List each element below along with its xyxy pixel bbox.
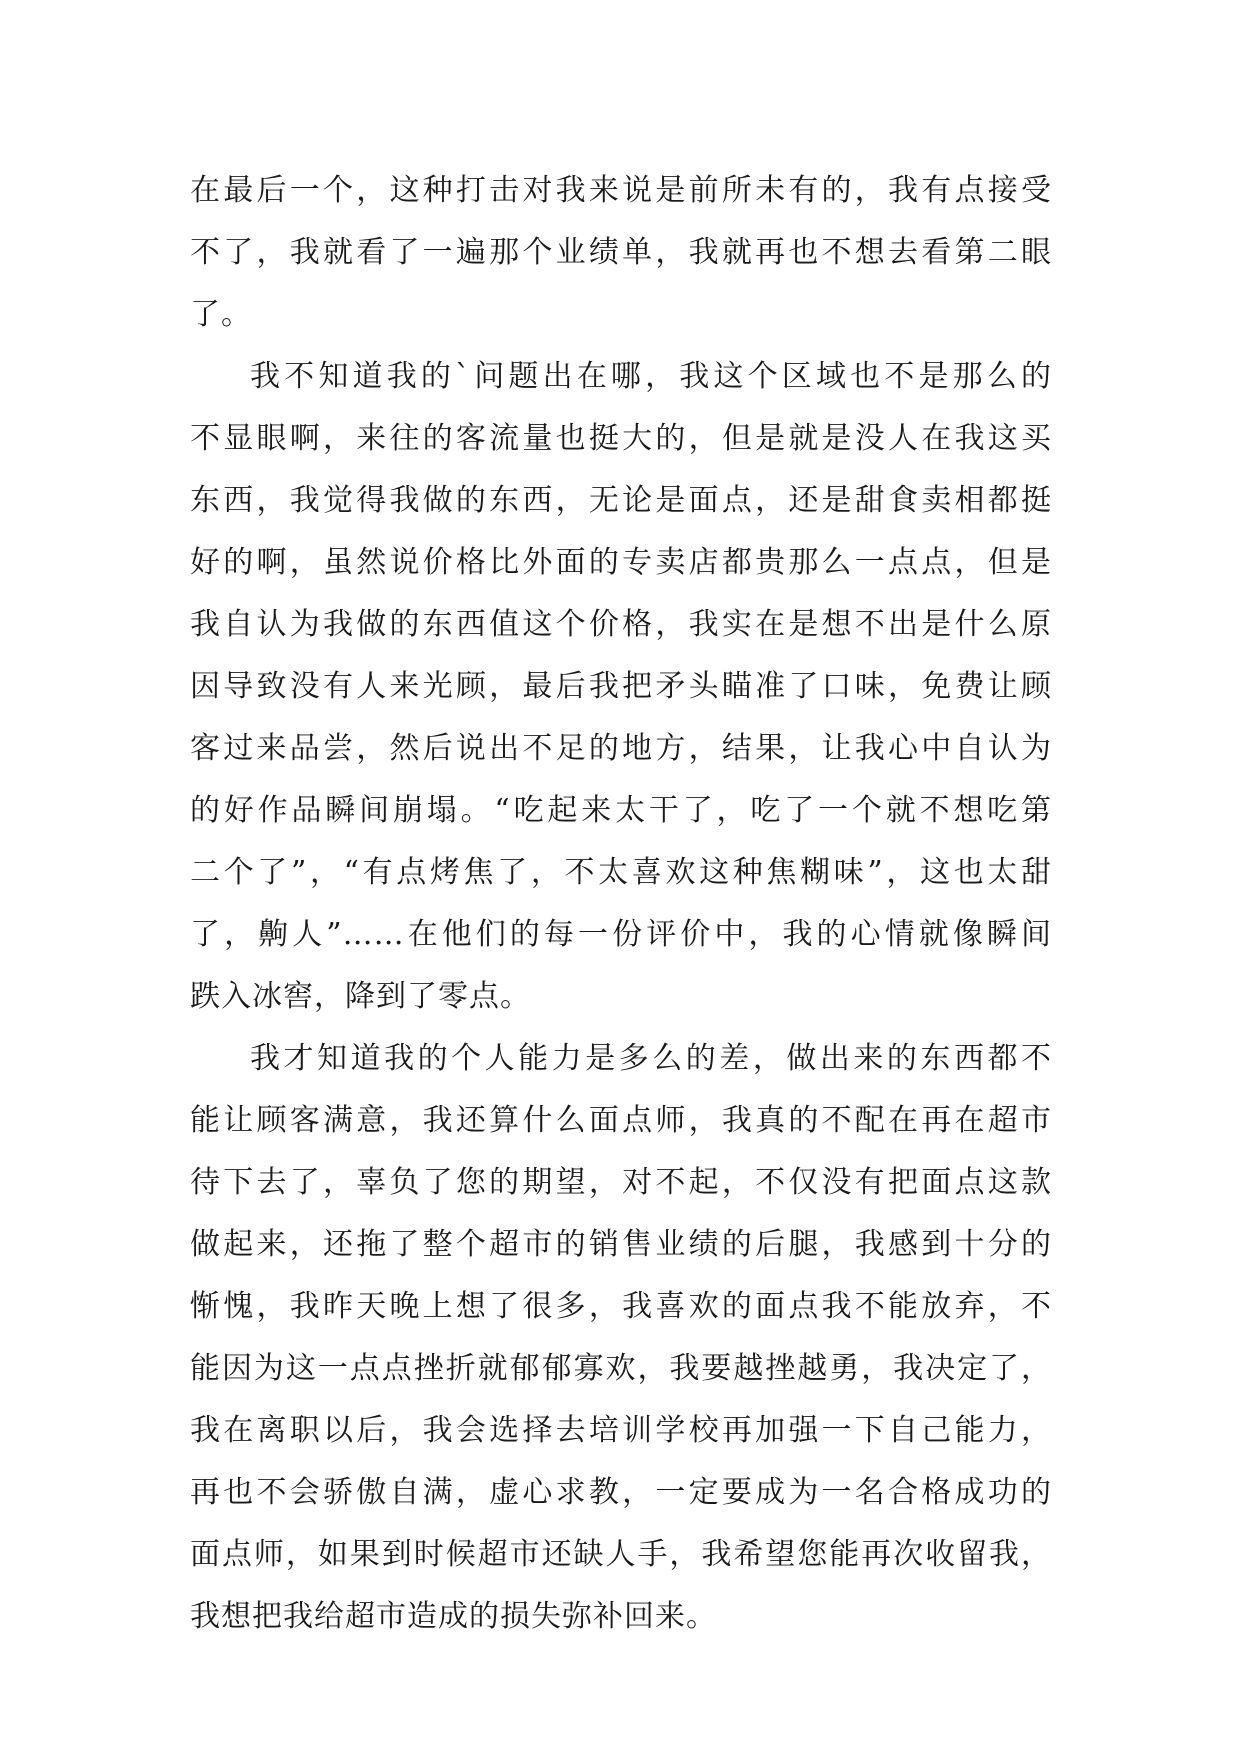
paragraph-3-line-3: 待下去了，辜负了您的期望，对不起，不仅没有把面点这款 (190, 1165, 1052, 1200)
paragraph-3-line-6: 能因为这一点点挫折就郁郁寡欢，我要越挫越勇，我决定了， (190, 1351, 1052, 1386)
paragraph-2-line-9: 二个了”，“有点烤焦了，不太喜欢这种焦糊味”，这也太甜 (190, 855, 1052, 890)
paragraph-2-line-11: 跌入冰窖，降到了零点。 (190, 979, 531, 1014)
paragraph-3-line-4: 做起来，还拖了整个超市的销售业绩的后腿，我感到十分的 (190, 1227, 1052, 1262)
document-body (190, 160, 1052, 1648)
paragraph-1-line-3: 了。 (190, 297, 252, 332)
paragraph-2-line-8: 的好作品瞬间崩塌。“吃起来太干了，吃了一个就不想吃第 (190, 793, 1052, 828)
paragraph-2-line-6: 因导致没有人来光顾，最后我把矛头瞄准了口味，免费让顾 (190, 669, 1052, 704)
paragraph-1-line-1: 在最后一个，这种打击对我来说是前所未有的，我有点接受 (190, 173, 1052, 208)
paragraph-2-line-10: 了，齁人”……在他们的每一份评价中，我的心情就像瞬间 (190, 917, 1052, 952)
paragraph-3-line-2: 能让顾客满意，我还算什么面点师，我真的不配在再在超市 (190, 1103, 1052, 1138)
paragraph-3-line-5: 惭愧，我昨天晚上想了很多，我喜欢的面点我不能放弃，不 (190, 1289, 1052, 1324)
paragraph-3-line-9: 面点师，如果到时候超市还缺人手，我希望您能再次收留我， (190, 1537, 1052, 1572)
paragraph-2-line-4: 好的啊，虽然说价格比外面的专卖店都贵那么一点点，但是 (190, 545, 1052, 580)
paragraph-3-line-10: 我想把我给超市造成的损失弥补回来。 (190, 1599, 717, 1634)
paragraph-2-line-7: 客过来品尝，然后说出不足的地方，结果，让我心中自认为 (190, 731, 1052, 766)
paragraph-3-line-1: 我才知道我的个人能力是多么的差，做出来的东西都不 (250, 1041, 1052, 1076)
paragraph-2-line-3: 东西，我觉得我做的东西，无论是面点，还是甜食卖相都挺 (190, 483, 1052, 518)
paragraph-2-line-1: 我不知道我的`问题出在哪，我这个区域也不是那么的 (250, 359, 1052, 394)
paragraph-3-line-7: 我在离职以后，我会选择去培训学校再加强一下自己能力， (190, 1413, 1052, 1448)
paragraph-1-line-2: 不了，我就看了一遍那个业绩单，我就再也不想去看第二眼 (190, 235, 1052, 270)
paragraph-3-line-8: 再也不会骄傲自满，虚心求教，一定要成为一名合格成功的 (190, 1475, 1052, 1510)
paragraph-2-line-5: 我自认为我做的东西值这个价格，我实在是想不出是什么原 (190, 607, 1052, 642)
paragraph-2-line-2: 不显眼啊，来往的客流量也挺大的，但是就是没人在我这买 (190, 421, 1052, 456)
